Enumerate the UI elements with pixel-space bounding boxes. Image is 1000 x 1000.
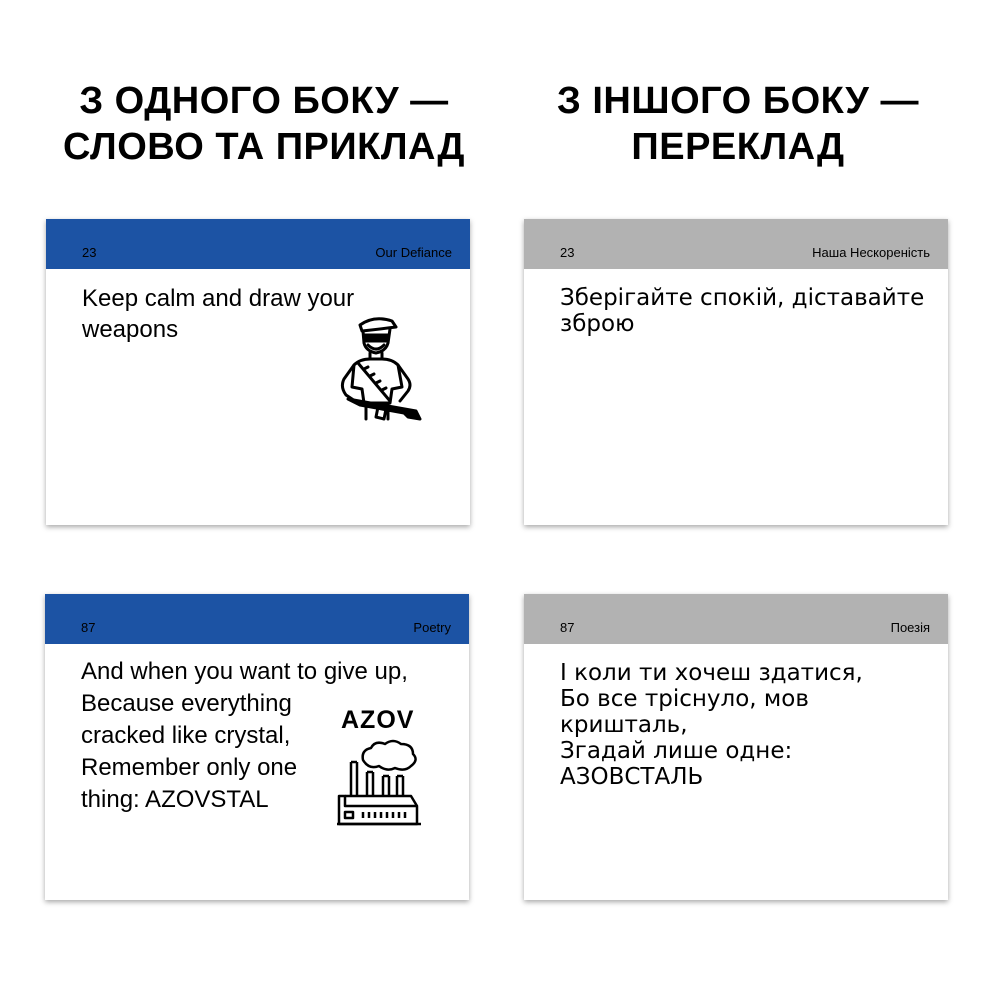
card-header-bar: [45, 594, 469, 644]
heading-front-side: З ОДНОГО БОКУ — СЛОВО ТА ПРИКЛАД: [63, 80, 465, 168]
card-category: Poetry: [413, 620, 451, 635]
heading-back-side: З ІНШОГО БОКУ — ПЕРЕКЛАД: [557, 80, 919, 168]
card-header-bar: [524, 594, 948, 644]
card-header-bar: [46, 219, 470, 269]
card-number: 23: [560, 245, 575, 260]
card-text: Зберігайте спокій, діставайте зброю: [560, 285, 925, 337]
card-back-87: [524, 594, 948, 900]
card-category: Our Defiance: [375, 245, 452, 260]
soldier-icon: [330, 313, 426, 423]
card-text: Keep calm and draw your weapons: [82, 285, 355, 343]
card-number: 87: [560, 620, 575, 635]
card-text: І коли ти хочеш здатися, Бо все тріснуло, мов кришталь, Згадай лише одне: АЗОВСТАЛЬ: [560, 660, 863, 790]
factory-icon: [333, 738, 425, 830]
card-category: Поезія: [890, 620, 930, 635]
card-text: And when you want to give up, Because everything cracked like crystal, Remember only one thing: AZOVSTAL: [81, 658, 408, 813]
card-front-87: [45, 594, 469, 900]
card-number: 23: [82, 245, 97, 260]
card-number: 87: [81, 620, 96, 635]
card-back-23: [524, 219, 948, 525]
card-category: Наша Нескореність: [812, 245, 930, 260]
card-header-bar: [524, 219, 948, 269]
card-front-23: [46, 219, 470, 525]
factory-icon-label: AZOV: [341, 706, 415, 734]
